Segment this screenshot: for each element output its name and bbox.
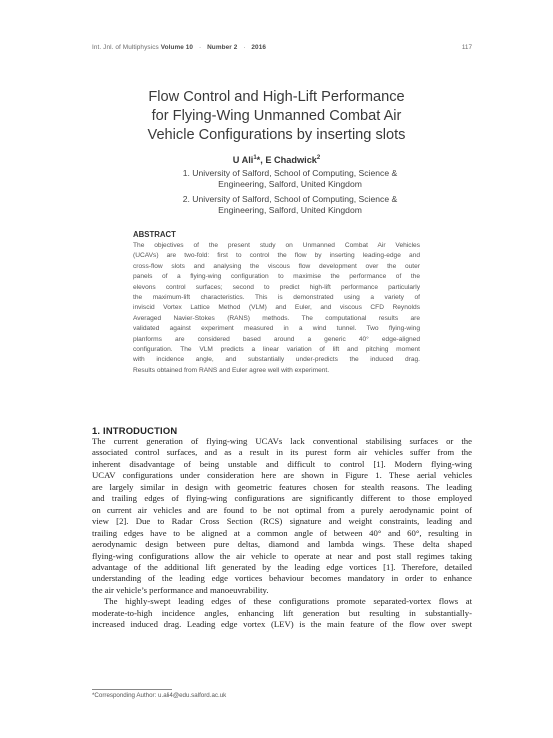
title-line: for Flying-Wing Unmanned Combat Air [151,108,402,124]
affiliation [140,168,440,190]
body-line: flying-wing configurations allow the air vehicle to operate at near and post stall regimes taking [92,550,472,561]
header-separator: · [198,44,202,51]
body-line: aerodynamic design between pure deltas, diamond and lambda wings. These delta shaped [92,539,472,550]
body-line: moderate-to-high incidence angles, enhancing lift generation but resulting in substantially- [92,607,472,618]
affiliation [140,194,440,216]
affiliation-line: 1. University of Salford, School of Computing, Science & [182,168,398,178]
abstract-line: inviscid Vortex Lattice Method (VLM) and Euler, and viscous CFD Reynolds [133,304,420,312]
page-number: 117 [461,44,472,51]
body-line: view [2]. Due to Radar Cross Section (RCS) signature and weight constraints, leading and [92,516,472,527]
footnote-rule [92,689,172,690]
body-line: The current generation of flying-wing UCAVs lack conventional stabilising surfaces or the [92,436,472,446]
author-affil-mark: 1 [253,155,257,161]
body-line: on current air vehicles and are found to be not optimal from a purely aerodynamic point of [92,504,472,515]
body-line: understanding of the leading edge vortices behaviour becomes mandatory in order to enhance [92,573,472,584]
body-line: trailing edges have to be aligned at a common angle of between 40° and 60°, resulting in [92,527,472,538]
paper-title [110,88,443,145]
body-line: are largely similar in design with geometric features chosen for stealth reasons. The leading [92,481,472,492]
journal-year: 2016 [251,44,267,51]
introduction-body [92,436,472,631]
affiliation-line: Engineering, Salford, United Kingdom [218,205,362,216]
abstract-line: validated against experiment measured in a wind tunnel. Two flying-wing [133,325,420,333]
body-line: advantage of the additional lift generated by the leading edge vortices [1]. Therefore, detailed [92,561,472,572]
body-line: inherent disadvantage of being unstable and difficult to control [1]. Modern flying-wing [92,458,472,469]
header-separator: · [243,44,246,51]
affiliation-line: 2. University of Salford, School of Computing, Science & [182,194,398,204]
body-line: associated control surfaces, and as a result in its purest form air vehicles suffer from the [92,447,472,458]
abstract-line: planforms are considered based around a generic 40° edge-aligned [133,335,420,343]
author-affil-mark: 2 [316,155,321,161]
body-line: and trailing edges of flying-wing configurations are significantly different to those employed [92,493,472,504]
author-name: E Chadwick [265,155,317,166]
corresponding-mark: * [256,155,261,166]
abstract-line: cross-flow slots and analysing the viscous flow development over the outer [133,262,420,270]
abstract-line: The objectives of the present study on Unmanned Combat Air Vehicles [133,242,420,249]
journal-name: Int. Jnl. of Multiphysics [92,44,159,51]
abstract-line: the maximum-lift characteristics. This is demonstrated using a variety of [133,294,420,302]
author-list [110,155,443,165]
author-name: U Ali [232,155,254,166]
abstract-line: Results obtained from RANS and Euler agree well with experiment. [133,366,330,374]
body-line: the air vehicle’s performance and manoeuvrability. [92,584,269,595]
title-line: Vehicle Configurations by inserting slots [147,127,406,143]
abstract-line: panels of a flying-wing configuration to maximise the performance of the [133,273,420,281]
body-line: increased induced drag. Leading edge vortex (LEV) is the main feature of the flow over swept [92,619,472,630]
journal-volume: Volume 10 [160,44,194,51]
body-line: The highly-swept leading edges of these configurations promote separated-vortex flows at [104,596,472,607]
abstract-line: elevons control surfaces; second to predict high-lift performance particularly [133,283,420,291]
abstract-heading: ABSTRACT [133,230,176,239]
abstract-line: configuration. The VLM predicts a linear variation of lift and pitching moment [133,346,420,354]
body-line: UCAV configurations under consideration here are shown in Figure 1. These aerial vehicles [92,470,472,481]
affiliation-line: Engineering, Salford, United Kingdom [218,179,362,190]
author-separator: , [260,155,266,166]
journal-number: Number 2 [207,44,238,51]
running-header [92,44,472,51]
abstract-line: (UCAVs) are two-fold: first to control the flow by inserting leading-edge and [133,252,420,260]
abstract-line: Averaged Navier-Stokes (RANS) methods. The computational results are [133,314,420,322]
title-line: Flow Control and High-Lift Performance [148,89,405,105]
abstract-body [133,241,420,376]
abstract-line: with incidence angle, and substantially under-predicts the induced drag. [133,356,420,364]
footnote: *Corresponding Author: u.ali4@edu.salford.ac.uk [92,692,227,699]
section-heading: 1. INTRODUCTION [92,425,178,436]
